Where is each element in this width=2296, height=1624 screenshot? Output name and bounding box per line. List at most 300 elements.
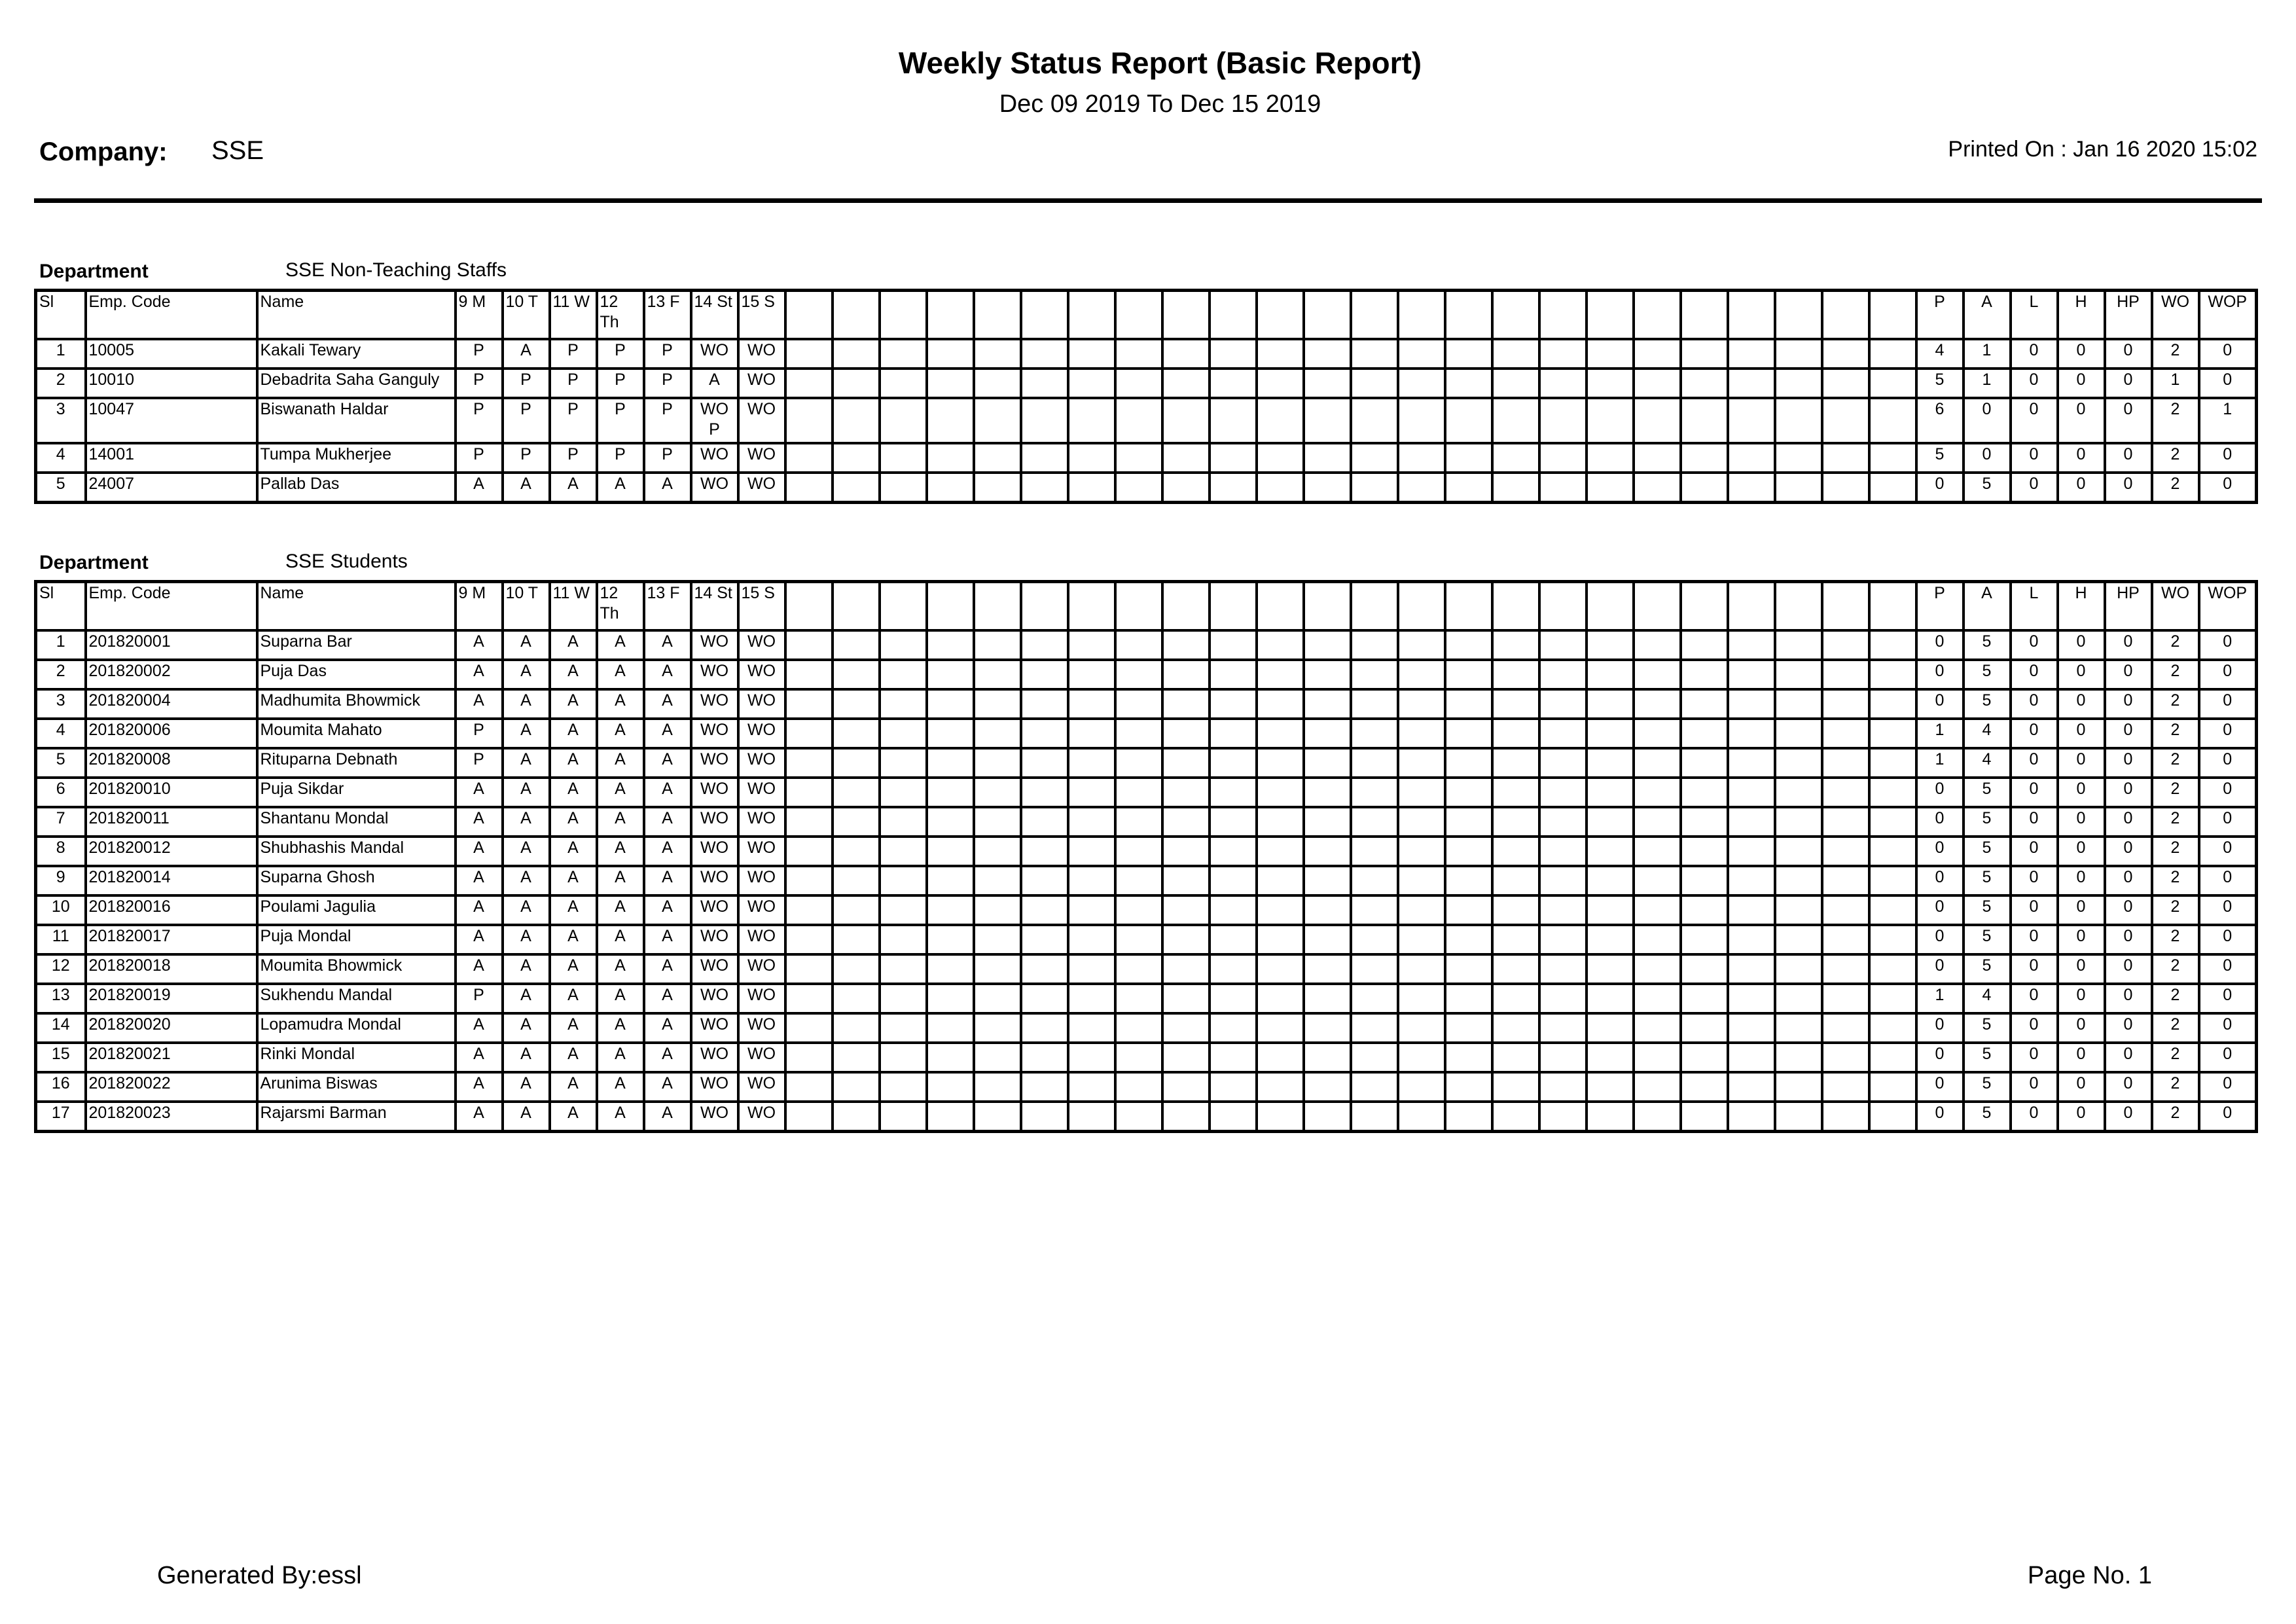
empty-cell [1068,1102,1115,1132]
empty-cell [1257,660,1304,689]
empty-cell [1210,748,1257,778]
empty-cell [974,807,1021,837]
empty-cell [1445,895,1492,925]
empty-cell [974,778,1021,807]
total-cell: 1 [1916,748,1964,778]
day-status-cell: P [503,369,550,398]
empty-cell [1162,689,1210,719]
empty-cell [1822,748,1869,778]
empty-cell [1021,895,1068,925]
name-cell: Arunima Biswas [257,1072,456,1102]
empty-cell [1681,925,1728,954]
column-header-day: 12 Th [597,291,644,340]
empty-cell [1634,398,1681,443]
day-status-cell: A [644,837,691,866]
day-status-cell: A [503,473,550,503]
day-status-cell: P [597,398,644,443]
empty-cell [1634,748,1681,778]
empty-cell [1634,369,1681,398]
name-cell: Poulami Jagulia [257,895,456,925]
empty-cell [1162,398,1210,443]
emp-code-cell: 201820016 [86,895,257,925]
empty-cell [1257,748,1304,778]
sl-cell: 11 [36,925,86,954]
empty-cell [1068,925,1115,954]
name-cell: Kakali Tewary [257,339,456,369]
empty-header-cell [1351,291,1398,340]
empty-cell [1681,778,1728,807]
day-status-cell: A [503,778,550,807]
empty-cell [1210,925,1257,954]
day-status-cell: A [550,1043,597,1072]
day-status-cell: A [456,1102,503,1132]
total-cell: 0 [2011,866,2058,895]
emp-code-cell: 201820008 [86,748,257,778]
empty-cell [1634,1013,1681,1043]
empty-cell [1021,748,1068,778]
empty-cell [1351,866,1398,895]
empty-cell [1587,660,1634,689]
empty-cell [1304,473,1351,503]
empty-cell [1162,473,1210,503]
day-status-cell: WO [738,1013,785,1043]
column-header-day: 10 T [503,291,550,340]
empty-cell [785,660,833,689]
total-cell: 0 [2058,984,2105,1013]
column-header-day: 14 St [691,582,738,631]
total-cell: 0 [2105,984,2152,1013]
total-cell: 0 [1916,630,1964,660]
emp-code-cell: 201820023 [86,1102,257,1132]
empty-cell [974,837,1021,866]
column-header-total: H [2058,582,2105,631]
table-row [36,630,2257,660]
total-cell: 0 [2199,660,2257,689]
day-status-cell: A [503,837,550,866]
empty-cell [1021,369,1068,398]
empty-cell [1351,473,1398,503]
empty-cell [1304,443,1351,473]
empty-cell [1162,984,1210,1013]
empty-cell [1162,630,1210,660]
day-status-cell: A [550,984,597,1013]
day-status-cell: P [456,984,503,1013]
empty-cell [1539,630,1587,660]
empty-cell [974,473,1021,503]
empty-cell [833,895,880,925]
empty-cell [1162,1102,1210,1132]
empty-cell [1587,954,1634,984]
empty-header-cell [1775,582,1822,631]
day-status-cell: A [503,1043,550,1072]
empty-header-cell [1162,291,1210,340]
day-status-cell: WO [738,807,785,837]
report-title: Weekly Status Report (Basic Report) [898,46,1422,80]
total-cell: 0 [2011,778,2058,807]
empty-cell [1257,807,1304,837]
empty-cell [880,1043,927,1072]
empty-cell [1681,473,1728,503]
empty-cell [1068,630,1115,660]
day-status-cell: WO [738,369,785,398]
empty-cell [1728,369,1775,398]
empty-cell [1587,866,1634,895]
empty-cell [974,748,1021,778]
empty-header-cell [1068,291,1115,340]
empty-cell [1115,630,1162,660]
empty-cell [1021,719,1068,748]
empty-cell [974,630,1021,660]
empty-cell [1869,837,1916,866]
empty-cell [1304,748,1351,778]
empty-cell [1681,630,1728,660]
day-status-cell: A [597,719,644,748]
empty-cell [1775,719,1822,748]
empty-cell [1728,1013,1775,1043]
total-cell: 0 [2011,369,2058,398]
day-status-cell: WO [691,866,738,895]
day-status-cell: P [456,719,503,748]
day-status-cell: P [597,369,644,398]
empty-cell [1257,689,1304,719]
day-status-cell: A [503,866,550,895]
total-cell: 5 [1964,660,2011,689]
empty-cell [1539,807,1587,837]
day-status-cell: WO [738,895,785,925]
empty-cell [785,866,833,895]
empty-cell [1162,837,1210,866]
name-cell: Rajarsmi Barman [257,1102,456,1132]
empty-cell [1398,630,1445,660]
column-header-day: 14 St [691,291,738,340]
empty-cell [1257,954,1304,984]
day-status-cell: A [456,925,503,954]
empty-header-cell [1021,291,1068,340]
empty-cell [785,473,833,503]
name-cell: Debadrita Saha Ganguly [257,369,456,398]
day-status-cell: WO [738,443,785,473]
empty-cell [1775,837,1822,866]
total-cell: 2 [2152,748,2199,778]
total-cell: 0 [2199,866,2257,895]
empty-cell [1869,369,1916,398]
empty-cell [974,719,1021,748]
day-status-cell: A [644,984,691,1013]
day-status-cell: WO [691,925,738,954]
empty-cell [1445,339,1492,369]
empty-cell [1351,1013,1398,1043]
empty-cell [1775,1072,1822,1102]
total-cell: 5 [1964,807,2011,837]
empty-cell [880,925,927,954]
total-cell: 0 [2105,719,2152,748]
total-cell: 5 [1916,443,1964,473]
day-status-cell: A [597,630,644,660]
empty-cell [1634,807,1681,837]
empty-cell [833,473,880,503]
day-status-cell: A [597,689,644,719]
total-cell: 2 [2152,895,2199,925]
day-status-cell: A [644,866,691,895]
empty-cell [1492,1043,1539,1072]
empty-cell [1869,807,1916,837]
empty-cell [1351,630,1398,660]
empty-cell [1257,925,1304,954]
empty-cell [1115,748,1162,778]
empty-cell [974,443,1021,473]
empty-cell [785,630,833,660]
total-cell: 0 [2011,1013,2058,1043]
column-header-name: Name [257,582,456,631]
total-cell: 0 [2058,837,2105,866]
column-header-total: HP [2105,291,2152,340]
day-status-cell: WO [691,1072,738,1102]
empty-cell [785,1013,833,1043]
day-status-cell: A [644,660,691,689]
department-name: SSE Students [285,550,408,572]
empty-cell [1587,689,1634,719]
column-header-total: A [1964,291,2011,340]
empty-cell [880,369,927,398]
empty-cell [1681,954,1728,984]
day-status-cell: A [597,807,644,837]
empty-cell [1492,339,1539,369]
day-status-cell: WO [738,866,785,895]
empty-cell [1539,473,1587,503]
day-status-cell: WO [691,660,738,689]
empty-cell [785,748,833,778]
empty-cell [1162,866,1210,895]
empty-cell [1351,925,1398,954]
total-cell: 0 [2199,369,2257,398]
total-cell: 0 [2199,473,2257,503]
empty-cell [785,984,833,1013]
empty-cell [1822,1013,1869,1043]
empty-cell [1351,719,1398,748]
empty-cell [1681,807,1728,837]
empty-cell [1634,473,1681,503]
day-status-cell: P [456,398,503,443]
total-cell: 0 [1964,398,2011,443]
empty-cell [1115,866,1162,895]
column-header-total: L [2011,582,2058,631]
day-status-cell: P [456,369,503,398]
total-cell: 0 [2058,1043,2105,1072]
empty-cell [1398,954,1445,984]
day-status-cell: P [550,339,597,369]
empty-cell [1068,369,1115,398]
day-status-cell: WO [738,630,785,660]
empty-cell [1210,866,1257,895]
empty-cell [1162,807,1210,837]
empty-cell [1210,807,1257,837]
empty-cell [1681,1072,1728,1102]
total-cell: 0 [2199,630,2257,660]
empty-cell [1775,689,1822,719]
empty-cell [1351,778,1398,807]
empty-cell [1822,837,1869,866]
empty-cell [927,837,974,866]
empty-cell [974,339,1021,369]
empty-cell [1869,954,1916,984]
day-status-cell: A [456,807,503,837]
empty-cell [880,748,927,778]
total-cell: 5 [1964,866,2011,895]
empty-cell [1728,473,1775,503]
empty-cell [927,369,974,398]
sl-cell: 13 [36,984,86,1013]
empty-cell [1634,895,1681,925]
sl-cell: 10 [36,895,86,925]
empty-cell [785,895,833,925]
day-status-cell: WO [691,719,738,748]
total-cell: 2 [2152,339,2199,369]
empty-cell [833,398,880,443]
total-cell: 0 [2011,1072,2058,1102]
empty-cell [1210,473,1257,503]
column-header-emp-code: Emp. Code [86,291,257,340]
total-cell: 0 [2011,837,2058,866]
empty-cell [1115,807,1162,837]
empty-cell [1492,866,1539,895]
day-status-cell: A [550,807,597,837]
empty-cell [785,1043,833,1072]
department-label: Department [39,261,149,282]
empty-cell [1115,1072,1162,1102]
emp-code-cell: 201820019 [86,984,257,1013]
empty-header-cell [1162,582,1210,631]
empty-cell [1162,925,1210,954]
empty-header-cell [1210,582,1257,631]
total-cell: 0 [2105,630,2152,660]
sl-cell: 4 [36,719,86,748]
empty-cell [1492,473,1539,503]
total-cell: 1 [1964,369,2011,398]
empty-cell [1115,1102,1162,1132]
empty-cell [1351,984,1398,1013]
name-cell: Suparna Ghosh [257,866,456,895]
day-status-cell: A [456,895,503,925]
total-cell: 5 [1964,925,2011,954]
empty-header-cell [1539,291,1587,340]
empty-cell [1445,984,1492,1013]
empty-cell [1210,630,1257,660]
empty-cell [1775,778,1822,807]
empty-cell [1021,807,1068,837]
empty-cell [1728,630,1775,660]
table-row [36,719,2257,748]
empty-cell [1115,925,1162,954]
empty-cell [1587,925,1634,954]
total-cell: 0 [2058,660,2105,689]
total-cell: 0 [2011,719,2058,748]
empty-cell [1068,473,1115,503]
empty-cell [1775,954,1822,984]
total-cell: 0 [2011,984,2058,1013]
column-header-total: WO [2152,582,2199,631]
empty-cell [1869,984,1916,1013]
total-cell: 2 [2152,925,2199,954]
total-cell: 0 [2058,630,2105,660]
empty-cell [1304,954,1351,984]
day-status-cell: A [644,807,691,837]
empty-cell [1210,1043,1257,1072]
empty-cell [1351,443,1398,473]
empty-cell [1822,984,1869,1013]
empty-cell [1587,1072,1634,1102]
total-cell: 0 [2058,398,2105,443]
table-row [36,895,2257,925]
day-status-cell: WO [691,895,738,925]
empty-header-cell [1539,582,1587,631]
day-status-cell: P [456,748,503,778]
empty-cell [1445,807,1492,837]
empty-cell [1304,837,1351,866]
empty-cell [1445,1102,1492,1132]
empty-cell [1869,630,1916,660]
day-status-cell: WO [691,1043,738,1072]
empty-cell [1587,339,1634,369]
empty-header-cell [1115,291,1162,340]
empty-cell [1445,369,1492,398]
empty-cell [1304,807,1351,837]
sl-cell: 1 [36,339,86,369]
empty-cell [785,398,833,443]
empty-header-cell [1587,291,1634,340]
empty-cell [927,748,974,778]
total-cell: 2 [2152,837,2199,866]
empty-cell [1492,807,1539,837]
day-status-cell: P [550,398,597,443]
total-cell: 0 [2011,630,2058,660]
total-cell: 1 [2199,398,2257,443]
empty-cell [1351,369,1398,398]
empty-cell [1728,925,1775,954]
empty-cell [1068,1043,1115,1072]
total-cell: 0 [2199,837,2257,866]
name-cell: Biswanath Haldar [257,398,456,443]
empty-cell [1728,748,1775,778]
total-cell: 0 [2011,443,2058,473]
total-cell: 0 [1916,954,1964,984]
empty-cell [1539,443,1587,473]
empty-cell [1728,984,1775,1013]
empty-cell [927,807,974,837]
total-cell: 0 [2011,473,2058,503]
emp-code-cell: 201820021 [86,1043,257,1072]
empty-cell [1068,866,1115,895]
total-cell: 2 [2152,954,2199,984]
empty-cell [1021,473,1068,503]
empty-cell [1869,443,1916,473]
empty-cell [1068,1013,1115,1043]
total-cell: 5 [1964,473,2011,503]
empty-cell [1398,398,1445,443]
day-status-cell: A [503,1072,550,1102]
empty-cell [1351,1072,1398,1102]
empty-header-cell [974,291,1021,340]
day-status-cell: A [456,1013,503,1043]
total-cell: 0 [2058,866,2105,895]
empty-cell [927,1043,974,1072]
empty-cell [1304,925,1351,954]
empty-cell [1210,1013,1257,1043]
total-cell: 0 [2105,895,2152,925]
total-cell: 0 [1916,1043,1964,1072]
empty-header-cell [1587,582,1634,631]
total-cell: 2 [2152,866,2199,895]
empty-cell [1210,1072,1257,1102]
